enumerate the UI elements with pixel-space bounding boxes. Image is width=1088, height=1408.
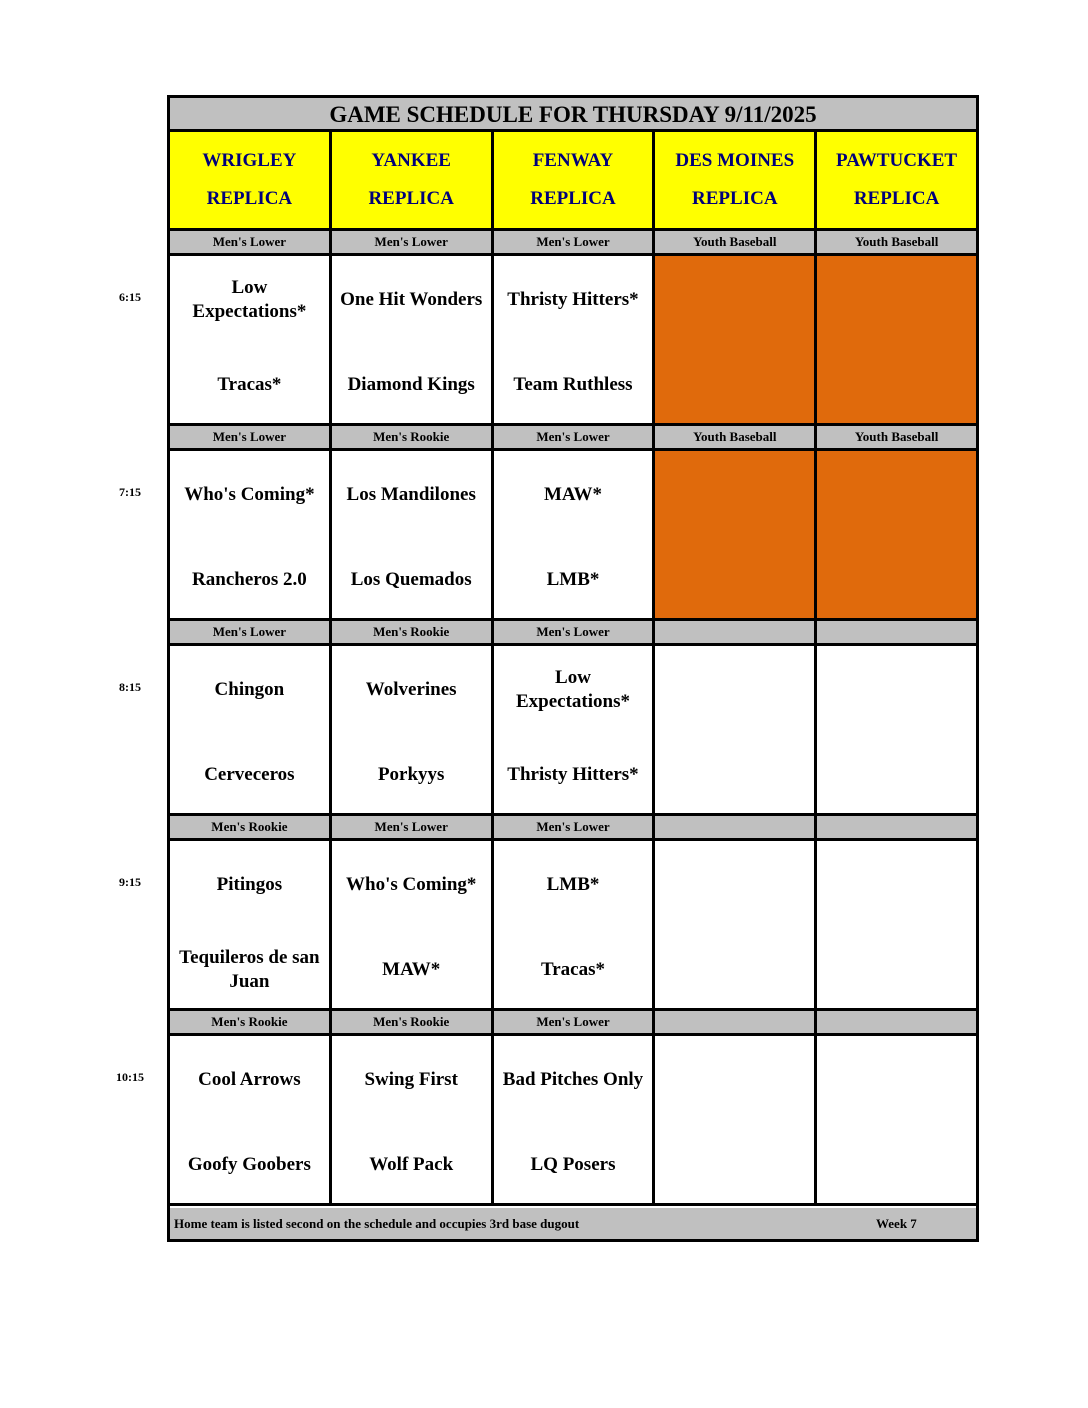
- away-team: Los Mandilones: [346, 484, 476, 505]
- home-team: Porkyys: [377, 764, 445, 785]
- away-team: Chingon: [214, 679, 285, 700]
- home-team: Goofy Goobers: [187, 1154, 311, 1175]
- division-row: [170, 621, 976, 646]
- division-label: [655, 1011, 817, 1033]
- blocked-game-cell: [817, 451, 976, 618]
- home-team: Tracas*: [217, 374, 282, 395]
- week-label: Week 7: [876, 1216, 917, 1231]
- away-team: Cool Arrows: [198, 1069, 301, 1090]
- away-team: Pitingos: [216, 874, 283, 895]
- game-cell: [655, 841, 817, 1008]
- division-label: Men's Rookie: [170, 816, 332, 838]
- time-slot-block: [170, 231, 976, 426]
- division-label: [817, 816, 976, 838]
- home-team: Los Quemados: [350, 569, 472, 590]
- time-slot-block: [170, 816, 976, 1011]
- division-label: Men's Lower: [494, 1011, 656, 1033]
- field-name: FENWAY: [532, 150, 614, 171]
- away-team: Swing First: [364, 1069, 458, 1090]
- division-label: [817, 621, 976, 643]
- game-row: [170, 646, 976, 816]
- blocked-game-cell: [655, 451, 817, 618]
- home-team: Tequileros de san Juan: [179, 947, 320, 992]
- time-slot-block: [170, 1011, 976, 1206]
- game-cell: [817, 841, 976, 1008]
- field-name: PAWTUCKET: [836, 150, 958, 171]
- division-label: Men's Lower: [494, 621, 656, 643]
- game-cell: [494, 646, 656, 813]
- home-team: Wolf Pack: [369, 1154, 454, 1175]
- field-name: DES MOINES: [675, 150, 795, 171]
- game-cell: [494, 451, 656, 618]
- division-label: [817, 1011, 976, 1033]
- schedule-table: [167, 95, 979, 1242]
- division-label: Youth Baseball: [817, 231, 976, 253]
- game-cell: [494, 841, 656, 1008]
- division-label: Men's Lower: [494, 816, 656, 838]
- game-row: [170, 1036, 976, 1206]
- game-cell: [332, 256, 494, 423]
- game-cell: [332, 1036, 494, 1203]
- division-label: Youth Baseball: [817, 426, 976, 448]
- division-label: Men's Lower: [170, 621, 332, 643]
- field-subtitle: REPLICA: [530, 188, 616, 209]
- game-cell: [170, 841, 332, 1008]
- game-cell: [655, 1036, 817, 1203]
- game-row: [170, 451, 976, 621]
- division-label: Youth Baseball: [655, 231, 817, 253]
- away-team: Bad Pitches Only: [502, 1069, 644, 1090]
- game-cell: [170, 1036, 332, 1203]
- division-row: [170, 231, 976, 256]
- home-team: MAW*: [382, 959, 441, 980]
- blocked-game-cell: [655, 256, 817, 423]
- home-team: Team Ruthless: [513, 374, 633, 395]
- time-label: 6:15: [119, 290, 141, 304]
- game-row: [170, 841, 976, 1011]
- division-label: Men's Lower: [332, 816, 494, 838]
- game-cell: [332, 841, 494, 1008]
- away-team: Thristy Hitters*: [507, 289, 639, 310]
- division-label: Men's Lower: [332, 231, 494, 253]
- field-header-fenway: [494, 132, 656, 228]
- game-cell: [170, 256, 332, 423]
- away-team: LMB*: [546, 874, 600, 895]
- division-row: [170, 816, 976, 841]
- field-header-row: [170, 132, 976, 231]
- division-label: Men's Lower: [494, 231, 656, 253]
- division-label: [655, 621, 817, 643]
- field-subtitle: REPLICA: [368, 188, 454, 209]
- home-team: Tracas*: [540, 959, 605, 980]
- division-label: Men's Lower: [170, 231, 332, 253]
- game-cell: [170, 646, 332, 813]
- game-row: [170, 256, 976, 426]
- away-team: Who's Coming*: [346, 874, 477, 895]
- field-header-des-moines: [655, 132, 817, 228]
- division-label: Men's Rookie: [332, 621, 494, 643]
- game-cell: [494, 256, 656, 423]
- time-slot-block: [170, 621, 976, 816]
- game-cell: [817, 1036, 976, 1203]
- time-label: 10:15: [116, 1070, 144, 1084]
- schedule-title: GAME SCHEDULE FOR THURSDAY 9/11/2025: [170, 98, 976, 132]
- away-team: Low Expectations*: [515, 667, 630, 712]
- division-label: Men's Rookie: [332, 426, 494, 448]
- game-cell: [817, 646, 976, 813]
- division-label: Men's Rookie: [332, 1011, 494, 1033]
- time-label: 8:15: [119, 680, 141, 694]
- away-team: Low Expectations*: [192, 277, 307, 322]
- division-row: [170, 1011, 976, 1036]
- home-team: Rancheros 2.0: [192, 569, 307, 590]
- field-name: WRIGLEY: [202, 150, 297, 171]
- division-label: [655, 816, 817, 838]
- time-label: 7:15: [119, 485, 141, 499]
- game-cell: [332, 451, 494, 618]
- away-team: One Hit Wonders: [340, 289, 483, 310]
- home-team: Diamond Kings: [347, 374, 475, 395]
- field-subtitle: REPLICA: [206, 188, 293, 209]
- away-team: Who's Coming*: [184, 484, 315, 505]
- time-slot-block: [170, 426, 976, 621]
- field-header-pawtucket: [817, 132, 976, 228]
- division-row: [170, 426, 976, 451]
- field-subtitle: REPLICA: [853, 188, 940, 209]
- game-cell: [494, 1036, 656, 1203]
- away-team: Wolverines: [365, 679, 457, 700]
- home-team: LQ Posers: [530, 1154, 616, 1175]
- schedule-footer: [170, 1208, 976, 1239]
- game-cell: [332, 646, 494, 813]
- division-label: Youth Baseball: [655, 426, 817, 448]
- field-subtitle: REPLICA: [692, 188, 778, 209]
- away-team: MAW*: [543, 484, 603, 505]
- home-team: Thristy Hitters*: [507, 764, 639, 785]
- blocked-game-cell: [817, 256, 976, 423]
- game-cell: [655, 646, 817, 813]
- home-team: Cerveceros: [204, 764, 295, 785]
- home-team: LMB*: [546, 569, 600, 590]
- division-label: Men's Rookie: [170, 1011, 332, 1033]
- home-team-note: Home team is listed second on the schedule and occupies 3rd base dugout: [174, 1216, 580, 1231]
- division-label: Men's Lower: [170, 426, 332, 448]
- field-header-wrigley: [170, 132, 332, 228]
- game-cell: [170, 451, 332, 618]
- time-label: 9:15: [119, 875, 141, 889]
- division-label: Men's Lower: [494, 426, 656, 448]
- field-name: YANKEE: [371, 150, 451, 171]
- field-header-yankee: [332, 132, 494, 228]
